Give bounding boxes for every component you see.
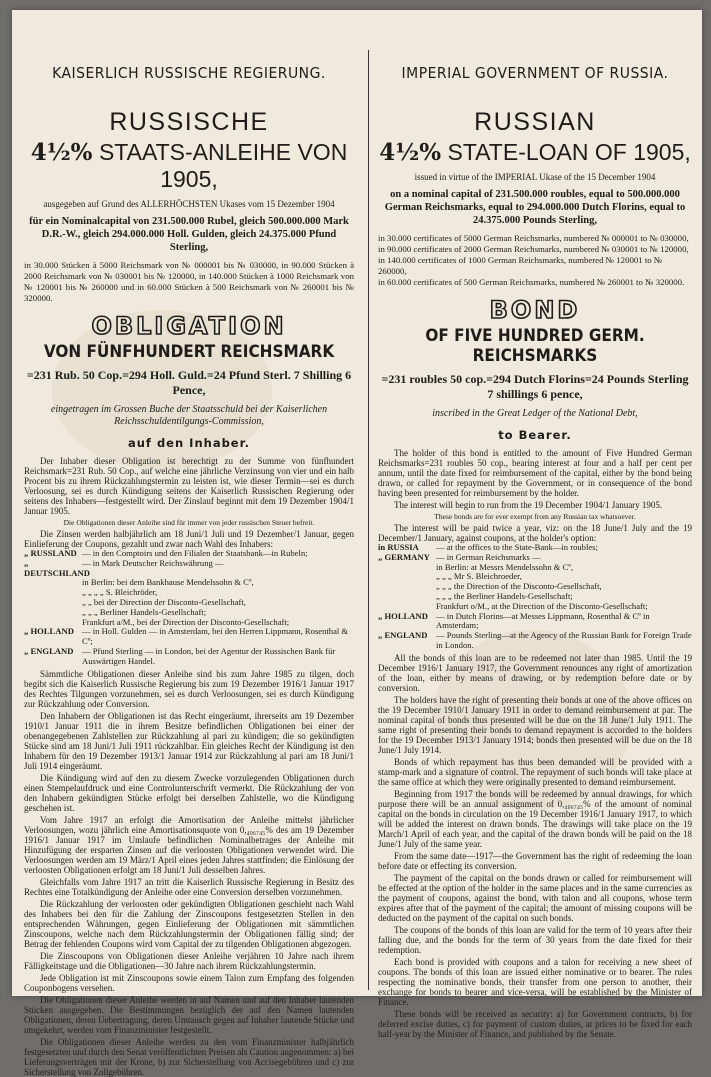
english-paragraph: Each bond is provided with coupons and a talon for receiving a new sheet of coupons. The bonds of this loan are issued either nominative or to bearer. The rules respecting the nominative bonds, their transfer from one person to another, their exchange for bonds to bearer and vice-versa, will be established by the Minister of Finance.: [378, 956, 692, 1007]
english-paragraph: The coupons of the bonds of this loan are valid for the term of 10 years after their falling due, and the bonds for the term of 30 years from the date fixed for their redemption.: [378, 924, 692, 955]
german-title: RUSSISCHE: [109, 108, 269, 136]
english-paragraph: The interest will begin to run from the 19 December 1904/1 January 1905.: [394, 500, 663, 510]
german-paying-agents: [24, 549, 354, 667]
german-paragraph: Die Zinsen werden halbjährlich am 18 Juni/1 Juli und 19 Dezember/1 Januar, gegen Einlieferung der Coupons, gezahlt und zwar nach Wahl des Inhabers:: [24, 529, 354, 549]
english-column: [378, 10, 692, 1039]
german-paragraph: Jede Obligation ist mit Zinscoupons sowie einem Talon zum Empfang des folgenden Couponbogens versehen.: [24, 972, 354, 993]
english-issued: issued in virtue of the IMPERIAL Ukase of the 15 December 1904: [414, 172, 656, 182]
english-certificates: [378, 233, 692, 288]
table-row: Frankfurt o/M., at the Direction of the Disconto-Gesellschaft;: [436, 600, 648, 611]
german-issued: ausgegeben auf Grund des ALLERHÖCHSTEN Ukases vom 15 Dezember 1904: [43, 199, 335, 209]
german-paragraph: Die Rückzahlung der verloosten oder gekündigten Obligationen geschieht nach Wahl des Inhabers bei den für die Zahlung der Zinscoupons festgesetzten Stellen in den entsprechenden Währungen, gegen Einlieferung der Obligationen mit sämmtlichen Zinscoupons, welche nach dem Rückzahlungstermin der Obligationen fällig sind; der Betrag der fehlenden Coupons wird vom Capital der zu tilgenden Obligationen abgezogen.: [24, 898, 354, 949]
english-loan-name: STATE-LOAN OF 1905,: [447, 139, 691, 165]
table-row: „ „ „ the Direction of the Disconto-Gesellschaft,: [436, 581, 602, 592]
table-row: „ DEUTSCHLAND — in Mark Deutscher Reichswährung —: [24, 557, 224, 578]
german-bearer: auf den Inhaber.: [127, 436, 251, 450]
english-paragraph: The holders have the right of presenting their bonds at one of the above offices on the 19 December 1910/1 January 1911 in order to demand reimbursement at par. The nominal capital of bonds thus presented will be due on the 18 June/1 July 1911. The same right of presenting their bonds to demand repayment is accorded to the holders for the 19 December 1913/1 January 1914; bonds then presented will be due on the 18 June/1 July 1914.: [378, 694, 692, 755]
german-paragraph: Der Inhaber dieser Obligation ist berechtigt zu der Summe von fünfhundert Reichsmark=231 Rub. 50 Cop., auf welche eine jährliche Verzinsung von vier und ein halb Procent bis zu ihrem Rückzahlungstermin zu leisten ist, wie dieser Termin—sei es durch Verloosung, sei es durch Kündigung seitens der Kaiserlich Russischen Regierung oder seitens des Inhabers—festgestellt wird. Der Zinslauf beginnt mit dem 19 Dezember 1904/1 Januar 1905.: [24, 456, 354, 516]
table-row: „ ENGLAND — Pfund Sterling — in London, bei der Agentur der Russischen Bank für Auswärtigen Handel.: [24, 645, 336, 666]
english-paragraph: These bonds will be received as security: a) for Government contracts, b) for deferred excise duties, c) for payment of custom duties, at prices to be fixed for each half-year by the Minister of Finance, and published by the Senate.: [378, 1008, 692, 1039]
german-rate: 4½%: [30, 139, 93, 166]
german-paragraph: Sämmtliche Obligationen dieser Anleihe sind bis zum Jahre 1985 zu tilgen, doch begibt sich die Kaiserlich Russische Regierung bis zum 19 Dezember 1916/1 Januar 1917 des Rechtes Tilgungen vorzunehmen, sei es durch Verloosungen, sei es durch Kündigung zur Rückzahlung oder Conversion.: [24, 668, 354, 709]
german-ledger: eingetragen im Grossen Buche der Staatsschuld bei der Kaiserlichen Reichsschuldentilgungs-Commission,: [50, 404, 328, 427]
english-tax-note: These bonds are for ever exempt from any Russian tax whatsoever.: [434, 512, 636, 521]
german-paragraph: Vom Jahre 1917 an erfolgt die Amortisation der Anleihe mittelst jährlicher Verloosungen, wozu jährlich eine Amortisationsquote von 0,₄₀₆₇₄₅% des am 19 Dezember 1916/1 Januar 1917 im Umlaufe befindlichen Nominalbetrages der Anleihe mit Hinzufügung der ersparten Zinsen auf die verloosten Obligationen verwendet wird. Die Verloosungen werden am 19 März/1 April eines jeden Jahres stattfinden; die Einlösung der verloosten Obligationen erfolgt am 18 Juni/1 Juli desselben Jahres.: [24, 814, 354, 875]
table-row: „ GERMANY — in German Reichsmarks —: [378, 551, 541, 562]
table-row: „ RUSSLAND — in den Comptoirs und den Filialen der Staatsbank—in Rubeln;: [24, 548, 308, 558]
german-loan-title: [24, 139, 354, 193]
german-equivalent: =231 Rub. 50 Cop.=294 Holl. Guld.=24 Pfund Sterl. 7 Shilling 6 Pence,: [26, 368, 352, 397]
english-bearer: to Bearer.: [498, 428, 572, 442]
table-row: in Berlin: bei dem Bankhause Mendelssohn & Cº,: [82, 577, 254, 588]
german-paragraph: Gleichfalls vom Jahre 1917 an tritt die Kaiserlich Russische Regierung in Besitz des Rechtes eine Totalkündigung der Anleihe oder eine Conversion derselben vorzunehmen.: [24, 876, 354, 897]
table-row: „ „ „ Mr S. Bleichroeder,: [436, 571, 522, 582]
english-paragraph: Bonds of which repayment has thus been demanded will be provided with a stamp-mark and a signature of control. The repayment of such bonds will take place at the same office at which they were originally presented to demand reimbursement.: [378, 756, 692, 787]
english-paragraph: Beginning from 1917 the bonds will be redeemed by annual drawings, for which purpose there will be an annual assignment of 0,₄₀₆₇₄₅% of the amount of nominal capital on the bonds in circulation on the 19 December 1916/1 January 1917, to which will be added the interest on drawn bonds. The drawings will take place on the 19 March/1 April of each year, and the capital of the drawn bonds will be paid on the 18 June/1 July of the same year.: [378, 788, 692, 849]
certificate-line: in 30.000 certificates of 5000 German Reichsmarks, numbered № 000001 to № 030000,: [378, 233, 689, 243]
english-rate: 4½%: [379, 139, 442, 166]
table-row: „ HOLLAND — in Holl. Gulden — in Amsterdam, bei den Herren Lippmann, Rosenthal & Cº;: [24, 626, 349, 647]
german-paragraph: Den Inhabern der Obligationen ist das Recht eingeräumt, ihrerseits am 19 Dezember 1910/1 Januar 1911 die in ihrem Besitze befindlichen Obligationen bei einer der obenangegebenen Zahlstellen zur Rückzahlung al pari zu kündigen; die so gekündigten Stücke sind am 18 Juni/1 Juli 1911 rückzahlbar. Ein gleiches Recht der Kündigung ist den Inhabern für den 19 Dezember 1913/1 Januar 1914 zur Rückzahlung al pari am 18 Juni/1 Juli 1914 eingeräumt.: [24, 710, 354, 771]
english-header: IMPERIAL GOVERNMENT OF RUSSIA.: [401, 64, 669, 82]
bond-sheet: [12, 10, 702, 1077]
table-row: in Berlin: at Messrs Mendelssohn & Cº,: [436, 561, 574, 572]
english-paragraph: The interest will be paid twice a year, viz: on the 18 June/1 July and the 19 December/1 January, against coupons, at the holder's option:: [378, 523, 692, 543]
english-equivalent: =231 roubles 50 cop.=294 Dutch Florins=24 Pounds Sterling 7 shillings 6 pence,: [381, 372, 689, 401]
english-ledger: inscribed in the Great Ledger of the National Debt,: [432, 408, 638, 419]
table-row: „ „ „ the Berliner Handels-Gesellschaft;: [436, 590, 573, 601]
table-row: „ „ „ „ S. Bleichröder,: [82, 587, 158, 598]
table-row: „ HOLLAND — in Dutch Florins—at Messes Lippmann, Rosenthal & Cº in Amsterdam;: [378, 610, 650, 631]
german-nominal: für ein Nominalcapital von 231.500.000 Rubel, gleich 500.000.000 Mark D.R.-W., gleich 294.000.000 Holl. Gulden, gleich 24.375.000 Pfund Sterling,: [29, 216, 349, 253]
german-paragraph: Die Kündigung wird auf den zu diesem Zwecke vorzulegenden Obligationen durch einen Stempelaufdruck und eine Controlunterschrift vermerkt. Die Rückzahlung der von den Inhabern gekündigten Stücke erfolgt bei derselben Zahlstelle, wo die Kündigung geschehen ist.: [24, 772, 354, 813]
english-paying-agents: [378, 543, 692, 651]
certificate-line: in 60.000 certificates of 500 German Reichsmarks, numbered № 260001 to № 320000.: [378, 277, 685, 287]
column-divider: [368, 50, 369, 990]
table-row: Frankfurt a/M., bei der Direction der Disconto-Gesellschaft;: [82, 616, 290, 627]
english-paragraph: All the bonds of this loan are to be redeemed not later than 1985. Until the 19 December 1916/1 January 1917, the Government renounces any right of amortization of the loan, either by means of drawing, or by redemption before date or by conversion.: [378, 652, 692, 693]
german-denomination: VON FÜNFHUNDERT REICHSMARK: [43, 342, 335, 362]
english-paragraph: From the same date—1917—the Government has the right of redeeming the loan before date or effecting its conversion.: [378, 850, 692, 871]
english-paragraph: The holder of this bond is entitled to the amount of Five Hundred German Reichsmarks=231 roubles 50 cop., bearing interest at four and a half per cent per annum, until the date fixed for reimbursement of the capital, either by the bond being drawn, or called for repayment by the Government, or in consequence of the bond having been presented for reimbursement by the holder.: [378, 448, 692, 498]
certificate-line: in 90.000 certificates of 2000 German Reichsmarks, numbered № 030001 to № 120000,: [378, 244, 689, 254]
german-certificates: in 30.000 Stücken à 5000 Reichsmark von № 000001 bis № 030000, in 90.000 Stücken à 2000 Reichsmark von № 030001 bis № 120000, in 140.000 Stücken à 1000 Reichsmark von № 120001 bis № 260000 und in 60.000 Stücken à 500 Reichsmark von № 260001 bis № 320000.: [24, 260, 354, 303]
certificate-line: in 140.000 certificates of 1000 German Reichsmarks, numbered № 120001 to № 260000,: [378, 255, 663, 276]
german-tax-note: Die Obligationen dieser Anleihe sind für immer von jeder russischen Steuer befreit.: [63, 518, 315, 527]
english-title: RUSSIAN: [474, 108, 596, 136]
english-nominal: on a nominal capital of 231.500.000 roubles, equal to 500.000.000 German Reichsmarks, equal to 294.000.000 Dutch Florins, equal to 24.375.000 Pounds Sterling,: [384, 189, 686, 226]
english-denomination: OF FIVE HUNDRED GERM. REICHSMARKS: [425, 326, 645, 366]
german-paragraph: Die Obligationen dieser Anleihe werden in auf Namen und auf den Inhaber lautenden Stücken ausgegeben. Die Bestimmungen bezüglich der auf den Namen lautenden Obligationen, deren Uebertragung, deren Umtausch gegen auf Inhaber lautende Stücke und umgekehrt, werden vom Finanzminister festgestellt.: [24, 994, 354, 1035]
bond-heading: BOND: [489, 296, 581, 324]
german-paragraph: Die Obligationen dieser Anleihe werden zu den vom Finanzminister halbjährlich festgesetzten und durch den Senat veröffentlichten Preisen als Caution angenommen: a) bei Lieferungsverträgen mit der Krone, b) zur Sicherstellung von Accisegebühren und c) zur Sicherstellung von Zollgebühren.: [24, 1036, 354, 1077]
german-column: [24, 10, 354, 1077]
table-row: „ „ bei der Direction der Disconto-Gesellschaft,: [82, 596, 246, 607]
table-row: „ „ „ Berliner Handels-Gesellschaft;: [82, 606, 207, 617]
table-row: „ ENGLAND — Pounds Sterling—at the Agency of the Russian Bank for Foreign Trade in London.: [378, 630, 692, 650]
german-header: KAISERLICH RUSSISCHE REGIERUNG.: [52, 64, 326, 82]
english-loan-title: [378, 139, 692, 166]
german-paragraph: Die Zinscoupons von Obligationen dieser Anleihe verjähren 10 Jahre nach ihrem Fälligkeitstage und die Obligationen—30 Jahre nach ihrem Rückzahlungstermin.: [24, 950, 354, 971]
german-loan-name: STAATS-ANLEIHE VON 1905,: [98, 139, 348, 192]
english-paragraph: The payment of the capital on the bonds drawn or called for reimbursement will be effected at the option of the holder in the same places and in the same currencies as the payment of coupons, against the bond, with talon and all coupons, whose term expires after that of the payment of the capital; the amount of missing coupons will be deducted on the payment of the capital on such bonds.: [378, 872, 692, 923]
obligation-heading: OBLIGATION: [91, 312, 287, 340]
table-row: in RUSSIA — at the offices to the State-Bank—in roubles;: [378, 542, 598, 552]
